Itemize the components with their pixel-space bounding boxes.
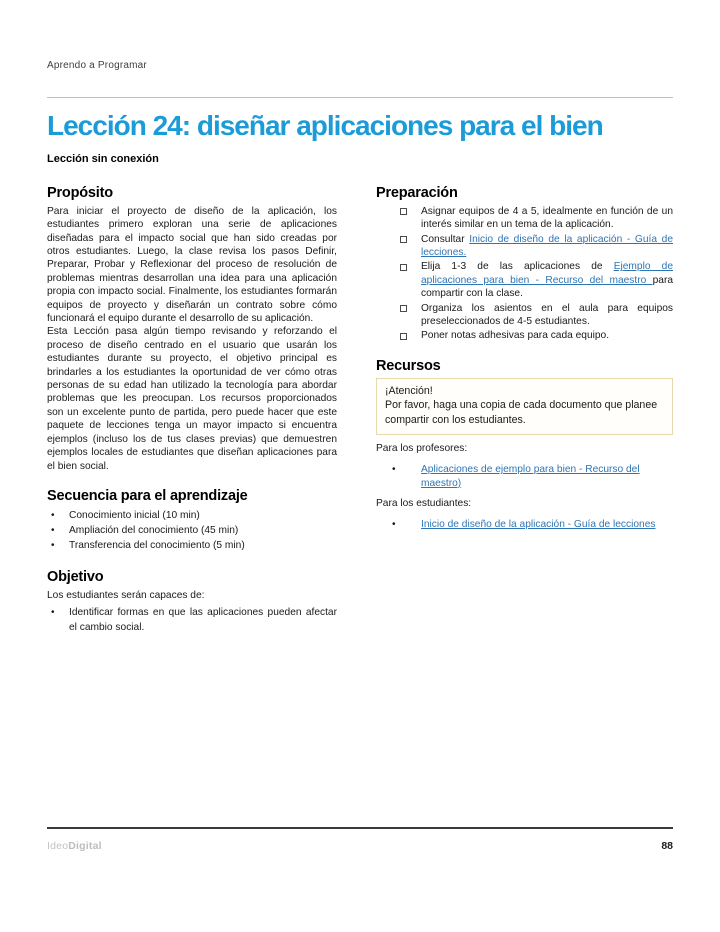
bullet-icon: •: [392, 519, 396, 531]
page-number: 88: [661, 840, 673, 852]
checklist-item-text: Poner notas adhesivas para cada equipo.: [421, 330, 610, 342]
attention-title: ¡Atención!: [385, 384, 433, 397]
checklist-item-text: Elija 1-3 de las aplicaciones de: [421, 261, 614, 273]
page-footer: [47, 827, 673, 852]
objective-list: [47, 605, 337, 635]
header-divider: [47, 97, 673, 98]
student-resource-link[interactable]: Inicio de diseño de la aplicación - Guía de lecciones: [421, 519, 656, 531]
list-item: [47, 538, 337, 553]
checklist-item: [376, 260, 673, 300]
brand-light: Ideo: [47, 840, 69, 852]
teachers-label: Para los profesores:: [376, 443, 468, 455]
checkbox-icon: [400, 236, 407, 243]
list-item: [47, 523, 337, 538]
purpose-heading: Propósito: [47, 184, 113, 201]
purpose-paragraph-1: Para iniciar el proyecto de diseño de la aplicación, los estudiantes primero exploran una serie de aplicaciones diseñadas para el impacto social que han sido creadas por otros estudiantes. Luego, la clase revisa los pasos Definir, Preparar, Probar y Reflexionar del proceso de resolución de problemas mientras desarrollan una idea para una aplicación propia con impacto social. Finalmente, los estudiantes formarán equipos de proyecto y diseñarán un contrato sobre cómo funcionará el equipo durante el desarrollo de su aplicación.: [47, 205, 337, 325]
students-label: Para los estudiantes:: [376, 498, 472, 510]
objective-intro: Los estudiantes serán capaces de:: [47, 589, 205, 601]
bullet-icon: •: [51, 525, 55, 537]
checklist-item: [376, 329, 673, 342]
objective-heading: Objetivo: [47, 568, 104, 585]
preparation-checklist: [376, 205, 673, 343]
preparation-heading: Preparación: [376, 184, 458, 201]
list-item: [47, 605, 337, 635]
checklist-item: [376, 302, 673, 329]
page-title: Lección 24: diseñar aplicaciones para el bien: [47, 110, 603, 141]
left-column: [47, 185, 337, 636]
checkbox-icon: [400, 305, 407, 312]
bullet-icon: •: [51, 509, 55, 521]
checklist-item-text: Consultar: [421, 233, 470, 245]
sequence-list: [47, 508, 337, 554]
lesson-mode-label: Lección sin conexión: [47, 152, 159, 165]
teacher-resource-link[interactable]: Aplicaciones de ejemplo para bien - Recurso del maestro): [421, 464, 640, 489]
program-name: Aprendo a Programar: [47, 60, 147, 71]
list-item: [47, 508, 337, 523]
student-resources-list: [376, 518, 673, 531]
column-gap: [337, 185, 376, 636]
checklist-item: [376, 205, 673, 232]
checkbox-icon: [400, 333, 407, 340]
checklist-item-text: Organiza los asientos en el aula para equipos preseleccionados de 4-5 estudiantes.: [421, 302, 673, 328]
list-item-label: Identificar formas en que las aplicaciones pueden afectar el cambio social.: [69, 606, 337, 634]
checkbox-icon: [400, 264, 407, 271]
document-page: [47, 0, 673, 932]
resource-item: [376, 463, 673, 490]
bullet-icon: •: [392, 464, 396, 476]
list-item-label: Conocimiento inicial (10 min): [69, 509, 200, 521]
right-column: [376, 185, 673, 636]
lesson-guide-link[interactable]: Inicio de diseño de la aplicación - Guía de lecciones.: [421, 233, 674, 259]
list-item-label: Transferencia del conocimiento (5 min): [69, 540, 245, 552]
teacher-resources-list: [376, 463, 673, 490]
bullet-icon: •: [51, 606, 55, 618]
sequence-heading: Secuencia para el aprendizaje: [47, 487, 248, 504]
checklist-item: [376, 233, 673, 260]
bullet-icon: •: [51, 540, 55, 552]
resource-item: [376, 518, 673, 531]
checklist-item-text: para compartir con la clase.: [421, 274, 673, 300]
checklist-item-text: Asignar equipos de 4 a 5, idealmente en función de un interés similar en un tema de la aplicación.: [421, 205, 673, 231]
list-item-label: Ampliación del conocimiento (45 min): [69, 525, 239, 537]
attention-notice: [376, 378, 673, 436]
resources-heading: Recursos: [376, 357, 441, 374]
attention-body: Por favor, haga una copia de cada documento que planee compartir con los estudiantes.: [385, 399, 658, 426]
checkbox-icon: [400, 208, 407, 215]
brand-bold: Digital: [68, 840, 102, 852]
brand-logo: [47, 840, 102, 852]
example-apps-link[interactable]: Ejemplo de aplicaciones para bien - Recurso del maestro: [421, 261, 674, 286]
two-column-layout: [47, 185, 673, 636]
purpose-paragraph-2: Esta Lección pasa algún tiempo revisando y reforzando el proceso de diseño centrado en el usuario que usarán los estudiantes durante su proyecto, el objetivo principal es brindarles a los estudiantes la oportunidad de ver cómo otras personas de su edad han utilizado la tecnología para abordar problemas que les preocupan. Los recursos proporcionados son un excelente punto de partida, pero puede hacer que este paquete de lecciones tenga un mayor impacto si encuentra ejemplos (incluso los de tus clases previas) que demuestren ejemplos locales de estudiantes que diseñan aplicaciones para el bien social.: [47, 326, 337, 472]
